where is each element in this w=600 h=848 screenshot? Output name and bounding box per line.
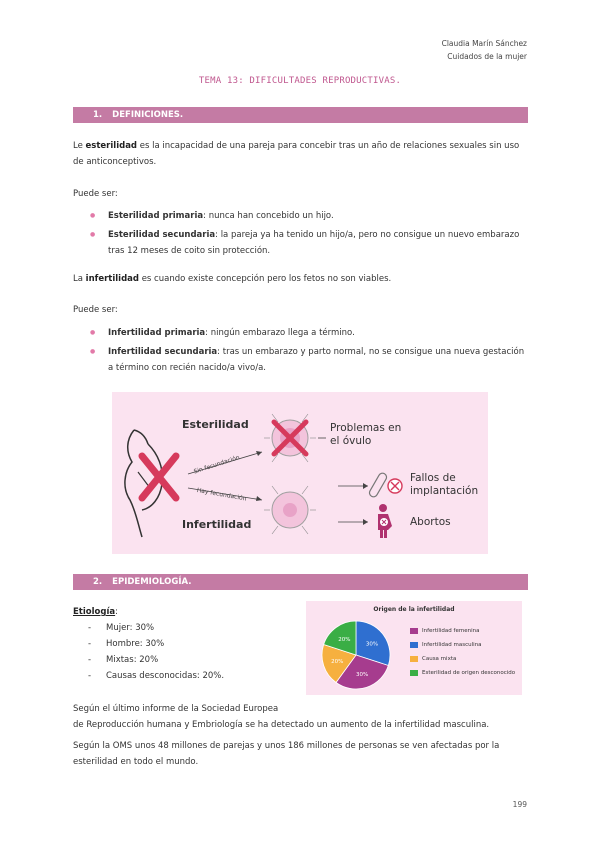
informe-line-2: de Reproducción humana y Embriología se ha detectado un aumento de la infertilidad masculina. [73,720,490,730]
etiologia-list [88,620,224,684]
author-name: Claudia Marín Sánchez [441,39,527,48]
test-tube-icon [368,472,388,499]
term-infertilidad: infertilidad [85,274,139,284]
legend-swatch [410,642,418,648]
problemas-label [330,422,401,448]
section-title: DEFINICIONES. [112,110,184,120]
sin-fecundacion-label: Sin fecundación [192,454,241,476]
legend-item [410,628,515,642]
page-number: 199 [512,800,527,809]
problemas-line-2: el óvulo [330,435,372,447]
document-title: TEMA 13: DIFICULTADES REPRODUCTIVAS. [198,76,402,86]
problemas-line-1: Problemas en [330,422,402,434]
list-item [90,227,528,259]
pie-slice-label: 20% [331,659,344,666]
paragraph-infertilidad [73,271,528,287]
paragraph-esterilidad [73,138,528,170]
pie-slice-label: 30% [355,671,369,678]
term: Infertilidad secundaria [108,347,218,357]
etiologia-term: Etiología [73,607,116,617]
list-item [90,344,528,376]
esterilidad-types-list [90,208,528,262]
section-number: 2. [93,577,103,587]
no-sign-icon [388,479,402,493]
text: es la incapacidad de una pareja para concebir tras un año de relaciones sexuales sin uso de anticonceptivos. [73,141,520,167]
legend-label: Infertilidad masculina [422,642,482,648]
puede-ser-label: Puede ser: [73,305,118,315]
legend-item [410,642,515,656]
text: es cuando existe concepción pero los fetos no son viables. [139,274,392,284]
puede-ser-label: Puede ser: [73,189,118,199]
hay-fecundacion-label: Hay fecundación [196,486,247,503]
section-heading-epidemiologia [73,574,528,590]
term: Infertilidad primaria [108,328,206,338]
text: Le [73,141,86,151]
informe-line-1: Según el último informe de la Sociedad Europea [73,704,279,714]
pie-chart-origen-infertilidad [306,601,522,695]
esterilidad-label: Esterilidad [182,418,249,431]
list-item: - Hombre: 30% [88,636,224,652]
term: Esterilidad primaria [108,211,204,221]
section-heading-definiciones [73,107,528,123]
legend-item [410,670,515,684]
term-esterilidad: esterilidad [85,141,138,151]
text: : la pareja ya ha tenido un hijo/a, pero no consigue un nuevo embarazo tras 12 meses de coito sin protección. [108,230,520,256]
text: : tras un embarazo y parto normal, no se consigue una nueva gestación a término con recién nacido/a vivo/a. [108,347,525,373]
page-header [442,37,527,63]
list-item [90,325,528,341]
fallos-label [410,472,478,498]
infertilidad-label: Infertilidad [182,518,252,531]
pie-slice-label: 30% [365,641,379,648]
fallos-line-2: implantación [410,485,479,497]
abortos-label: Abortos [410,516,451,528]
paragraph-informe [73,701,528,733]
section-number: 1. [93,110,103,120]
etiologia-heading [73,604,273,620]
chart-title: Origen de la infertilidad [373,606,455,613]
pregnant-figure-icon [378,504,392,538]
section-title: EPIDEMIOLOGÍA. [112,577,192,587]
list-item: - Causas desconocidas: 20%. [88,668,224,684]
infertilidad-types-list [90,325,528,379]
term: Esterilidad secundaria [108,230,216,240]
legend-swatch [410,656,418,662]
fallos-line-1: Fallos de [410,472,456,484]
list-item: - Mixtas: 20% [88,652,224,668]
text: : nunca han concebido un hijo. [203,211,334,221]
pie-slice-label: 20% [338,637,351,644]
cross-icon [142,456,176,498]
list-item [90,208,528,224]
chart-legend [410,628,515,684]
list-item: - Mujer: 30% [88,620,224,636]
legend-swatch [410,628,418,634]
legend-swatch [410,670,418,676]
legend-label: Esterilidad de origen desconocido [422,670,516,676]
pie-chart-svg [306,601,406,695]
legend-item [410,656,515,670]
colon: : [115,607,118,617]
text: La [73,274,86,284]
ovum-icon [264,486,316,534]
legend-label: Infertilidad femenina [422,628,480,634]
paragraph-oms: Según la OMS unos 48 millones de parejas y unos 186 millones de personas se ven afectadas por la esterilidad en todo el mundo. [73,741,500,767]
subject-name: Cuidados de la mujer [447,52,527,61]
text: : ningún embarazo llega a término. [205,328,355,338]
esterilidad-infertilidad-illustration [112,392,488,554]
legend-label: Causa mixta [422,656,457,662]
